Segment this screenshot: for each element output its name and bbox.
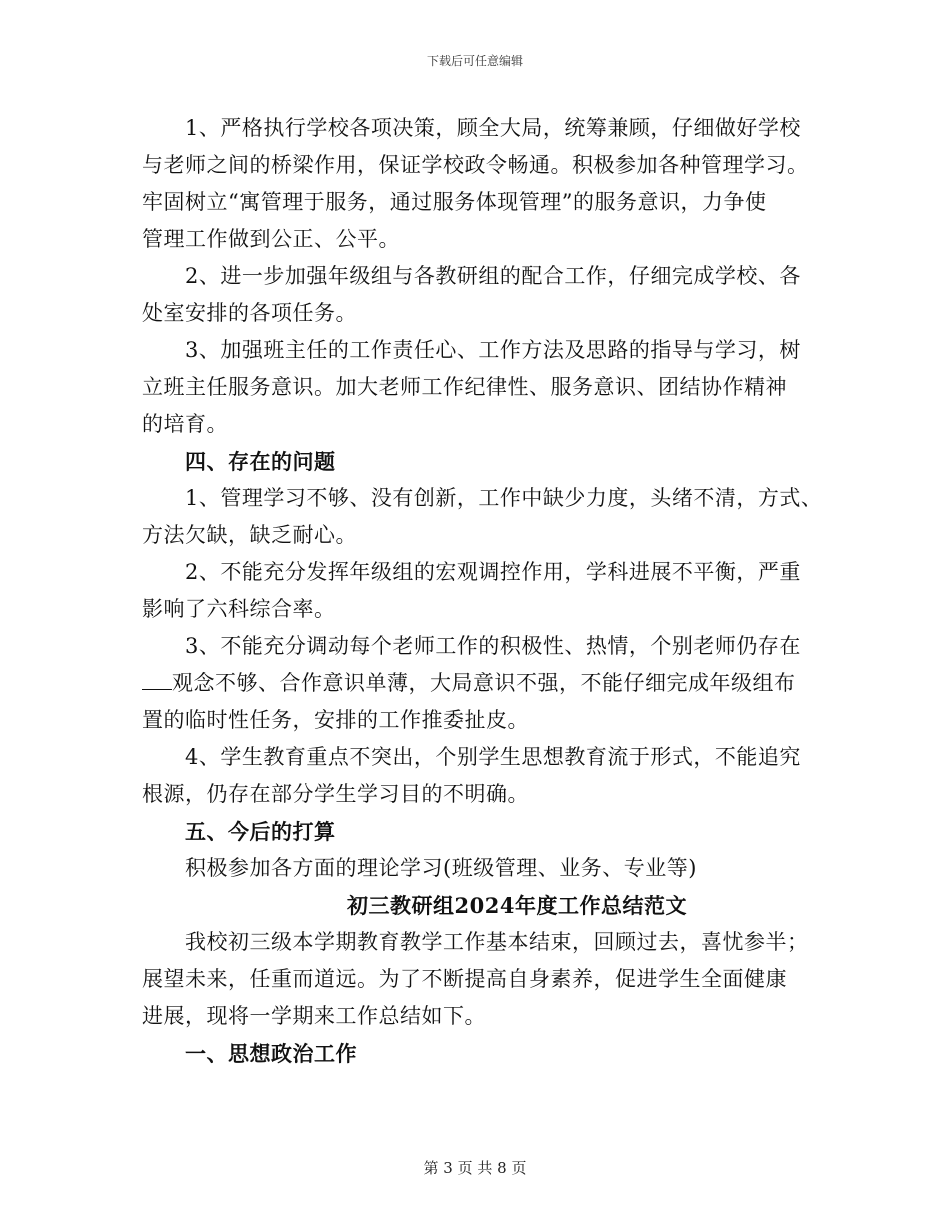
paragraph-line: 我校初三级本学期教育教学工作基本结束，回顾过去，喜忧参半； — [185, 930, 809, 954]
paragraph-line: 方法欠缺，缺乏耐心。 — [142, 523, 357, 547]
paragraph-line: 的培育。 — [142, 412, 228, 436]
paragraph-line: 1、严格执行学校各项决策，顾全大局，统筹兼顾，仔细做好学校 — [185, 116, 801, 140]
paragraph-line: 积极参加各方面的理论学习(班级管理、业务、专业等) — [185, 856, 697, 880]
paragraph-line: 处室安排的各项任务。 — [142, 301, 357, 325]
paragraph-line: 管理工作做到公正、公平。 — [142, 227, 400, 251]
page-footer: 第 3 页 共 8 页 — [423, 1159, 527, 1177]
paragraph-line: 进展，现将一学期来工作总结如下。 — [142, 1004, 486, 1028]
paragraph-line: 置的临时性任务，安排的工作推委扯皮。 — [142, 708, 529, 732]
paragraph-line-text: 观念不够、合作意识单薄，大局意识不强，不能仔细完成年级组布 — [172, 671, 796, 695]
paragraph-line: 1、管理学习不够、没有创新，工作中缺少力度，头绪不清，方式、 — [185, 486, 823, 510]
paragraph-line: 2、进一步加强年级组与各教研组的配合工作，仔细完成学校、各 — [185, 264, 801, 288]
paragraph-line: 2、不能充分发挥年级组的宏观调控作用，学科进展不平衡，严重 — [185, 560, 801, 584]
paragraph-line-with-blank — [142, 665, 832, 702]
paragraph-line: 3、加强班主任的工作责任心、工作方法及思路的指导与学习，树 — [185, 338, 801, 362]
section-heading: 五、今后的打算 — [185, 819, 336, 844]
paragraph-line: 根源，仍存在部分学生学习目的不明确。 — [142, 782, 529, 806]
paragraph-line: 牢固树立“寓管理于服务，通过服务体现管理”的服务意识，力争使 — [142, 190, 767, 214]
fill-in-blank — [142, 669, 172, 690]
section-heading: 四、存在的问题 — [185, 449, 336, 474]
page-header: 下载后可任意编辑 — [426, 54, 523, 68]
section-heading: 一、思想政治工作 — [185, 1041, 357, 1066]
document-body — [142, 110, 832, 1072]
paragraph-line: 4、学生教育重点不突出，个别学生思想教育流于形式，不能追究 — [185, 745, 801, 769]
paragraph-line: 影响了六科综合率。 — [142, 597, 336, 621]
paragraph-line: 与老师之间的桥梁作用，保证学校政令畅通。积极参加各种管理学习。 — [142, 153, 809, 177]
paragraph-line: 展望未来，任重而道远。为了不断提高自身素养，促进学生全面健康 — [142, 967, 787, 991]
paragraph-line: 立班主任服务意识。加大老师工作纪律性、服务意识、团结协作精神 — [142, 375, 787, 399]
document-title: 初三教研组2024年度工作总结范文 — [347, 893, 687, 918]
paragraph-line: 3、不能充分调动每个老师工作的积极性、热情，个别老师仍存在 — [185, 634, 801, 658]
